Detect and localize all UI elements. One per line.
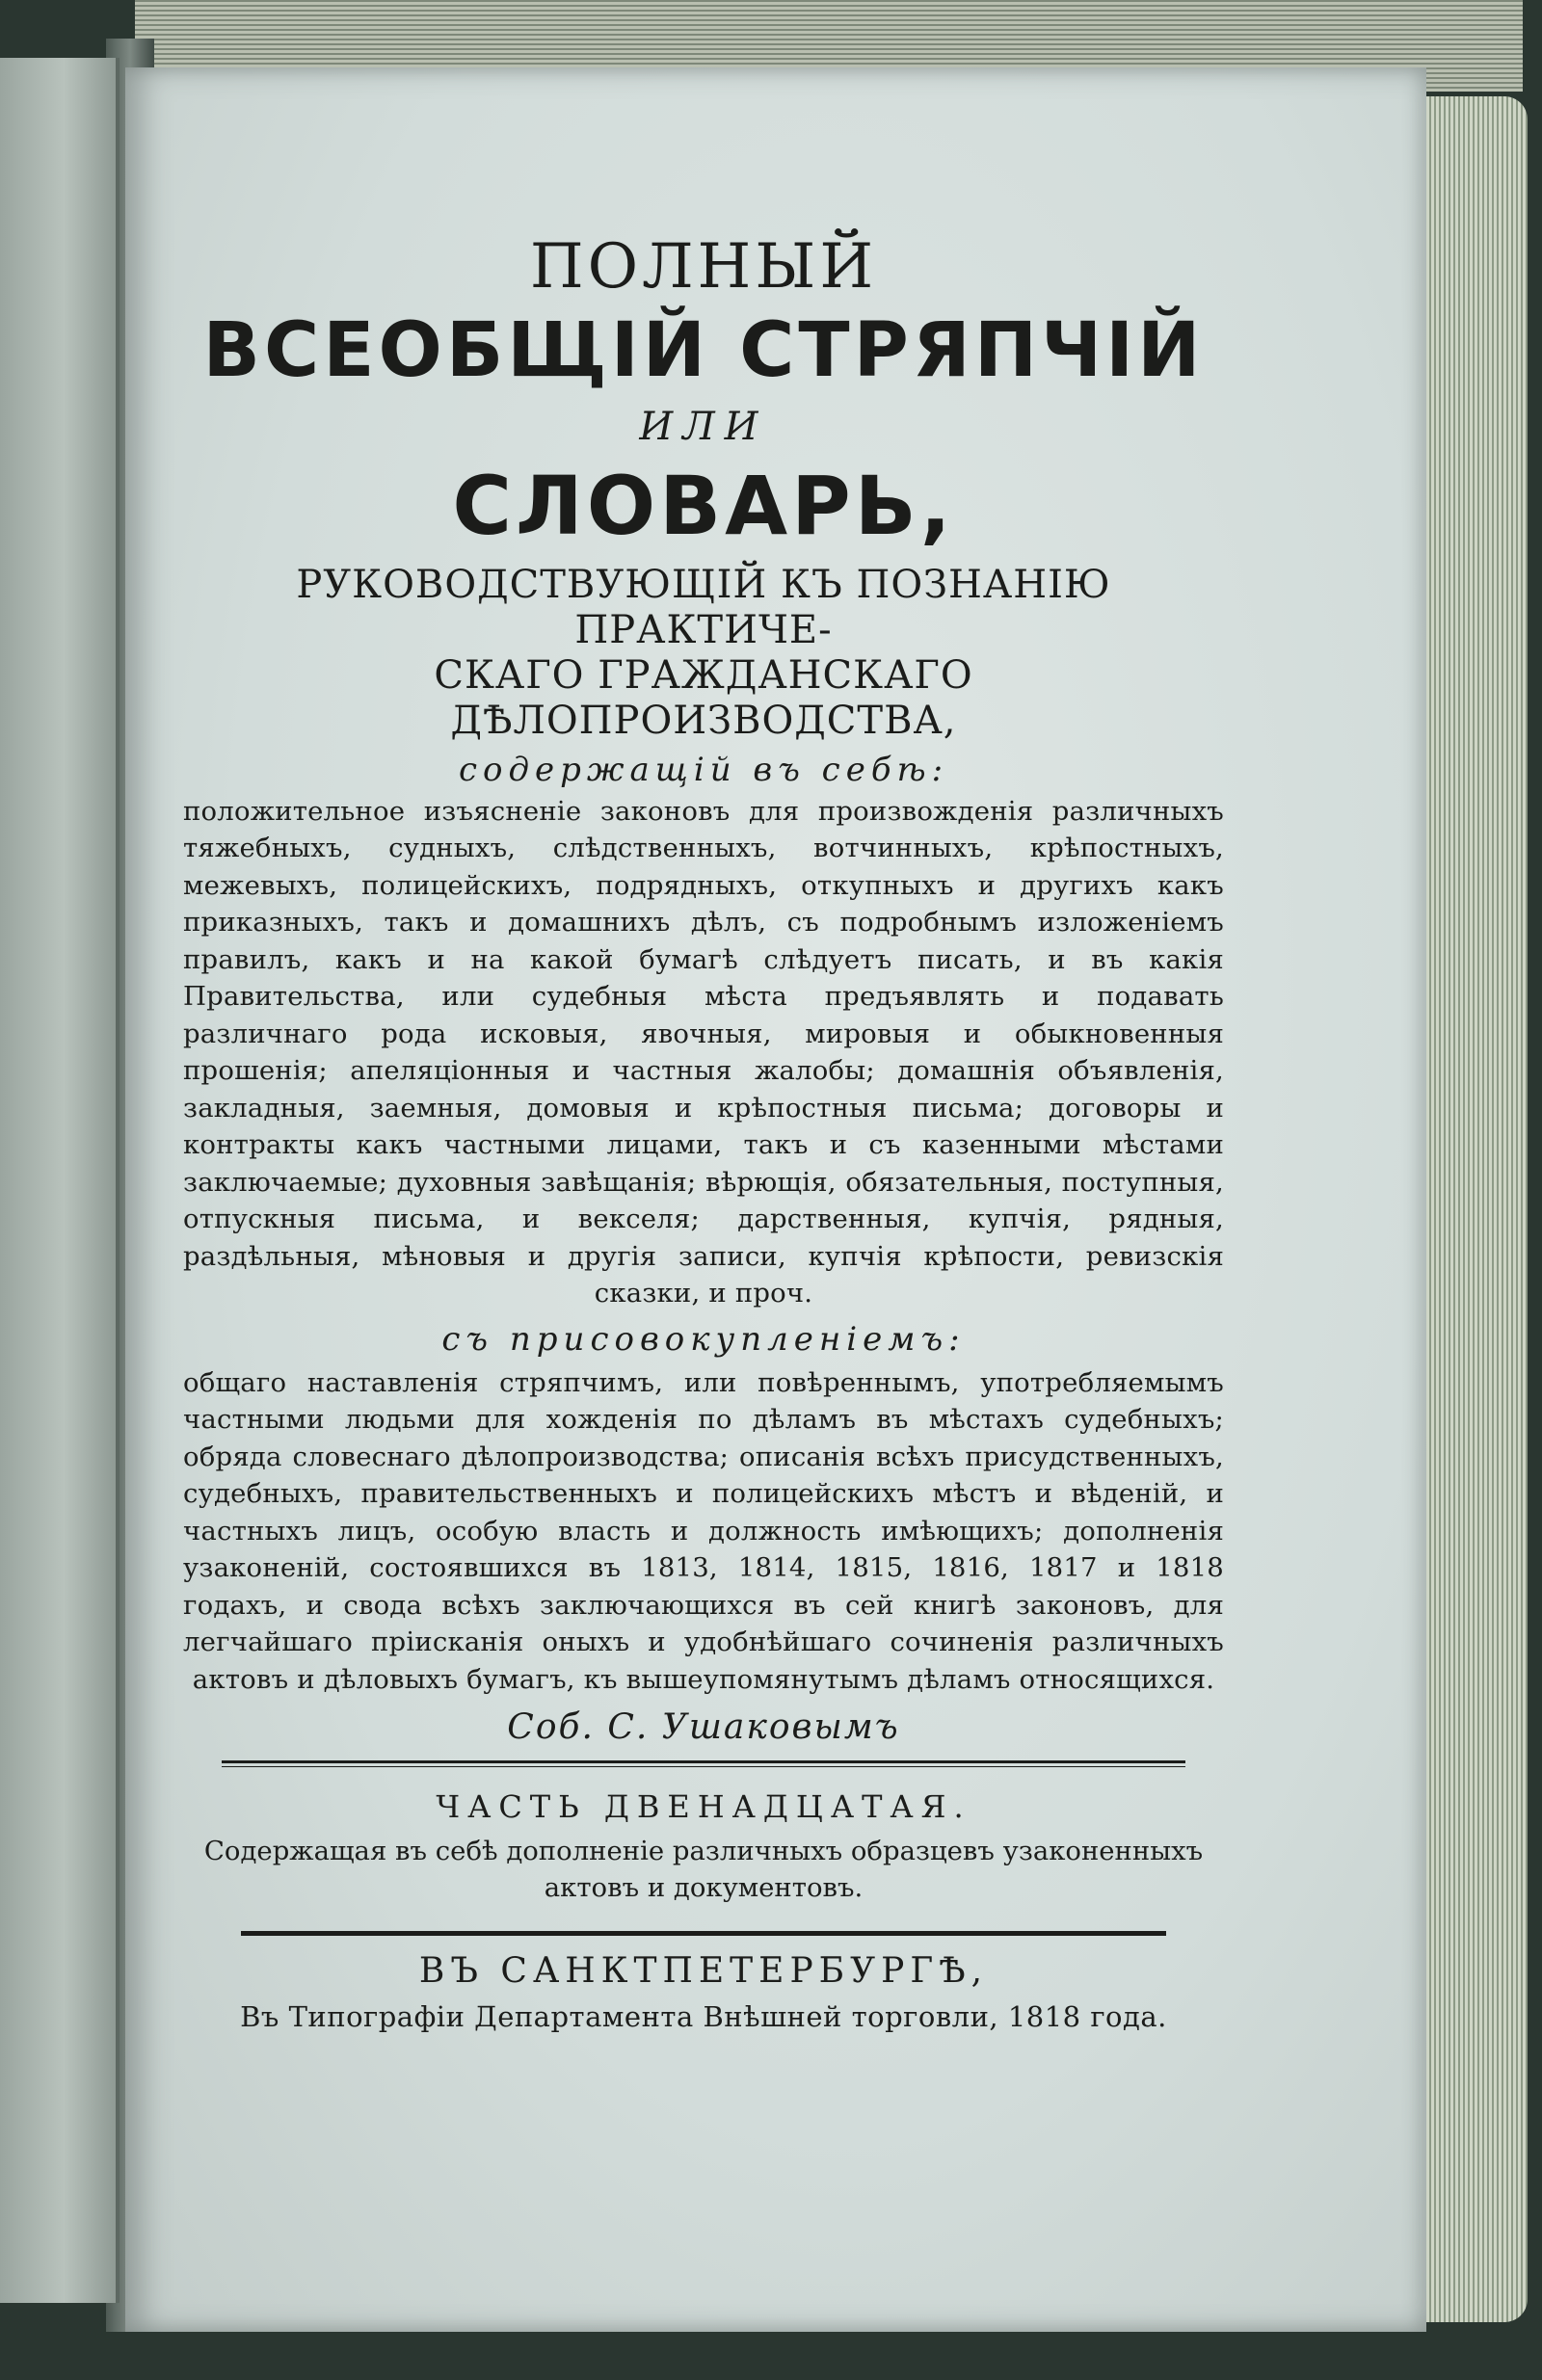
imprint-printer: Въ Типографіи Департамента Внѣшней торговли, 1818 года. <box>240 2000 1167 2034</box>
title-line-2: ВСЕОБЩІЙ СТРЯПЧІЙ <box>202 307 1205 394</box>
imprint-city: ВЪ САНКТПЕТЕРБУРГѢ, <box>418 1951 989 1992</box>
title-line-3: СЛОВАРЬ, <box>452 458 955 553</box>
subtitle-line-1: РУКОВОДСТВУЮЩІЙ КЪ ПОЗНАНІЮ ПРАКТИЧЕ- <box>296 562 1111 653</box>
contents-paragraph: положительное изъясненіе законовъ для произвожденія различныхъ тяжебныхъ, судныхъ, слѣдственныхъ, вотчинныхъ, крѣпостныхъ, межевыхъ, полицейскихъ, подрядныхъ, откупныхъ и другихъ какъ приказныхъ, такъ и домашнихъ дѣлъ, съ подробнымъ изложеніемъ правилъ, какъ и на какой бумагѣ слѣдуетъ писать, и въ какія Правительства, или судебныя мѣста предъявлять и подавать различнаго рода исковыя, явочныя, мировыя и обыкновенныя прошенія; апеляціонныя и частныя жалобы; домашнія объявленія, закладныя, заемныя, домовыя и крѣпостныя письма; договоры и контракты какъ частными лицами, такъ и съ казенными мѣстами заключаемые; духовныя завѣщанія; вѣрющія, обязательныя, поступныя, отпускныя письма, и векселя; дарственныя, купчія, рядныя, раздѣльныя, мѣновыя и другія записи, купчія крѣпости, ревизскія сказки, и проч. <box>183 795 1224 1309</box>
title-page-text <box>183 231 1224 2033</box>
divider-rule <box>222 1760 1185 1767</box>
left-page-edge <box>0 58 120 2303</box>
contains-heading: содержащій въ себѣ: <box>458 750 949 789</box>
author-line: Соб. С. Ушаковымъ <box>507 1707 900 1748</box>
title-conjunction: ИЛИ <box>639 404 768 449</box>
subtitle-line-2: СКАГО ГРАЖДАНСКАГО ДѢЛОПРОИЗВОДСТВА, <box>434 653 973 744</box>
addition-heading: съ присовокупленіемъ: <box>441 1319 966 1359</box>
addition-paragraph: общаго наставленія стряпчимъ, или повѣреннымъ, употребляемымъ частными людьми для хожденія по дѣламъ въ мѣстахъ судебныхъ; обряда словеснаго дѣлопроизводства; описанія всѣхъ присудственныхъ, судебныхъ, правительственныхъ и полицейскихъ мѣстъ и вѣденій, и частныхъ лицъ, особую власть и должность имѣющихъ; дополненія узаконеній, состоявшихся въ 1813, 1814, 1815, 1816, 1817 и 1818 годахъ, и свода всѣхъ заключающихся въ сей книгѣ законовъ, для легчайшаго пріисканія оныхъ и удобнѣйшаго сочиненія различныхъ актовъ и дѣловыхъ бумагъ, къ вышеупомянутымъ дѣламъ относящихся. <box>183 1366 1224 1695</box>
part-title: ЧАСТЬ ДВЕНАДЦАТАЯ. <box>436 1788 971 1826</box>
part-description: Содержащая въ себѣ дополненіе различныхъ образцевъ узаконенныхъ актовъ и документовъ. <box>203 1836 1204 1904</box>
title-line-1: ПОЛНЫЙ <box>529 231 878 303</box>
imprint-rule <box>241 1931 1166 1936</box>
